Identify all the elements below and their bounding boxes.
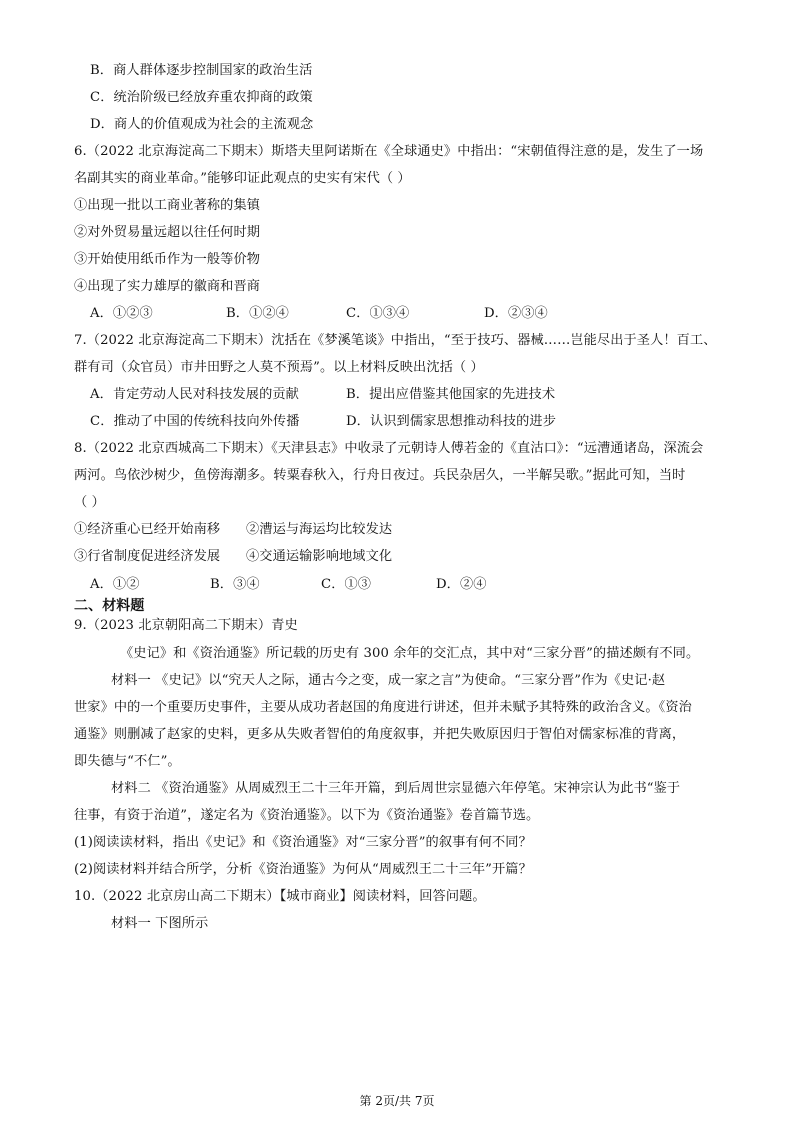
q6-item-3: ③开始使用纸币作为一般等价物: [74, 252, 261, 267]
q8-item-2: ②漕运与海运均比较发达: [246, 522, 393, 537]
q7-option-b: B．提出应借鉴其他国家的先进技术: [346, 387, 556, 402]
q5-option-c: C．统治阶级已经放弃重农抑商的政策: [90, 90, 313, 105]
q7-stem-line2: 群有司（众官员）市井田野之人莫不预焉”。以上材料反映出沈括（ ）: [74, 360, 484, 375]
q7-stem-line1: 7.（2022 北京海淀高二下期末）沈括在《梦溪笔谈》中指出，“至于技巧、器械……岂能尽出于圣人！百工、: [74, 333, 717, 348]
q6-option-c: C．①③④: [346, 306, 410, 321]
q6-stem-line2: 名副其实的商业革命。”能够印证此观点的史实有宋代（ ）: [74, 171, 411, 186]
q10-material1: 材料一 下图所示: [111, 916, 209, 931]
q7-option-d: D．认识到儒家思想推动科技的进步: [346, 414, 556, 429]
q10-stem: 10.（2022 北京房山高二下期末）【城市商业】阅读材料，回答问题。: [74, 889, 486, 904]
q9-stem: 9.（2023 北京朝阳高二下期末）青史: [74, 618, 298, 633]
section-title: 二、材料题: [74, 598, 145, 614]
q9-subquestion-2: (2)阅读材料并结合所学，分析《资治通鉴》为何从“周威烈王二十三年”开篇？: [74, 862, 532, 877]
page-number: 第 2页/共 7页: [359, 1094, 435, 1108]
q6-option-a: A．①②③: [90, 306, 153, 321]
q6-option-b: B．①②④: [226, 306, 289, 321]
q9-intro: 《史记》和《资治通鉴》所记载的历史有 300 余年的交汇点，其中对“三家分晋”的描述颇有不同。: [120, 646, 700, 661]
q7-option-c: C．推动了中国的传统科技向外传播: [90, 414, 300, 429]
q9-material2-line2: 往事，有资于治道”，遂定名为《资治通鉴》。以下为《资治通鉴》卷首篇节选。: [74, 808, 540, 823]
q6-stem-line1: 6.（2022 北京海淀高二下期末）斯塔夫里阿诺斯在《全球通史》中指出：“宋朝值得注意的是，发生了一场: [74, 144, 704, 159]
q8-stem-line3: （ ）: [74, 495, 105, 510]
q6-item-4: ④出现了实力雄厚的徽商和晋商: [74, 279, 261, 294]
q9-material2-line1: 材料二 《资治通鉴》从周威烈王二十三年开篇，到后周世宗显德六年停笔。宋神宗认为此书“鉴于: [111, 781, 681, 796]
q8-option-c: C．①③: [321, 577, 372, 592]
q6-item-1: ①出现一批以工商业著称的集镇: [74, 198, 261, 213]
q8-option-d: D．②④: [436, 577, 487, 592]
q5-option-d: D．商人的价值观成为社会的主流观念: [90, 117, 314, 132]
q6-option-d: D．②③④: [484, 306, 548, 321]
q9-subquestion-1: (1)阅读读材料，指出《史记》和《资治通鉴》对“三家分晋”的叙事有何不同？: [74, 835, 532, 850]
q7-option-a: A．肯定劳动人民对科技发展的贡献: [90, 387, 299, 402]
q9-material1-line4: 即失德与“不仁”。: [74, 754, 181, 769]
q9-material1-line2: 世家》中的一个重要历史事件，主要从成功者赵国的角度进行讲述，但并未赋予其特殊的政治含义。《资治: [74, 700, 692, 715]
q9-material1-line3: 通鉴》则删减了赵家的史料，更多从失败者智伯的角度叙事，并把失败原因归于智伯对儒家标准的背离，: [74, 727, 686, 742]
q8-option-b: B．③④: [210, 577, 260, 592]
q8-stem-line1: 8.（2022 北京西城高二下期末）《天津县志》中收录了元朝诗人傅若金的《直沽口》：“远漕通诸岛，深流会: [74, 441, 704, 456]
q5-option-b: B．商人群体逐步控制国家的政治生活: [90, 63, 313, 78]
q8-item-4: ④交通运输影响地域文化: [246, 549, 393, 564]
q8-item-3: ③行省制度促进经济发展: [74, 549, 221, 564]
q8-option-a: A．①②: [90, 577, 140, 592]
q8-stem-line2: 两河。鸟依沙树少，鱼傍海潮多。转粟春秋入，行舟日夜过。兵民杂居久，一半解吴歌。”据此可知，当时: [74, 468, 686, 483]
q8-item-1: ①经济重心已经开始南移: [74, 522, 221, 537]
q6-item-2: ②对外贸易量远超以往任何时期: [74, 225, 261, 240]
q9-material1-line1: 材料一 《史记》以“究天人之际，通古今之变，成一家之言”为使命。“三家分晋”作为《史记·赵: [111, 673, 666, 688]
